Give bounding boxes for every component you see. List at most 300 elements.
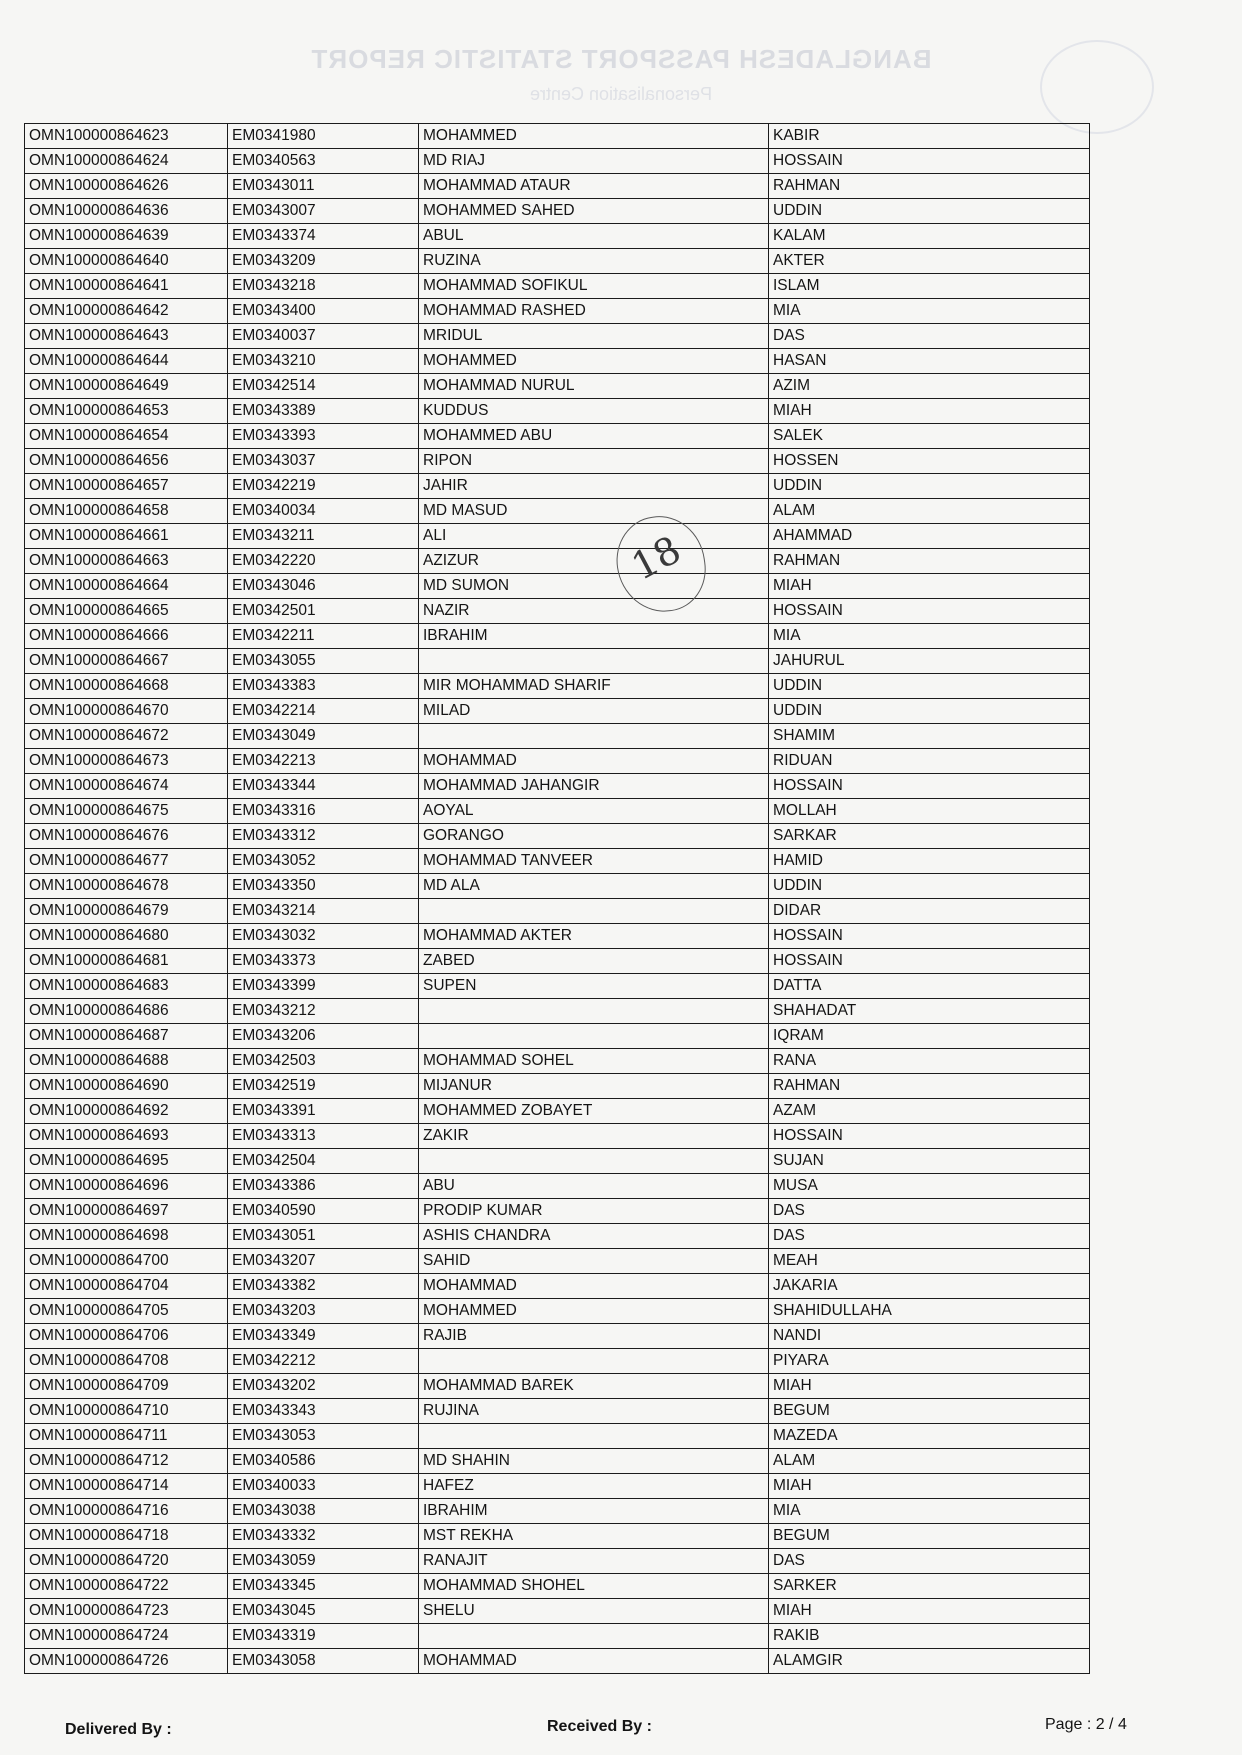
passport-number-cell: EM0343373 (228, 949, 419, 974)
passport-number-cell: EM0343051 (228, 1224, 419, 1249)
reference-number-cell: OMN100000864665 (25, 599, 228, 624)
table-row (25, 574, 1090, 599)
surname-cell: RIDUAN (769, 749, 1090, 774)
reference-number-cell: OMN100000864696 (25, 1174, 228, 1199)
passport-number-cell: EM0343383 (228, 674, 419, 699)
table-row (25, 749, 1090, 774)
given-name-cell: MOHAMMED ZOBAYET (419, 1099, 769, 1124)
table-row (25, 249, 1090, 274)
given-name-cell: SAHID (419, 1249, 769, 1274)
surname-cell: MIA (769, 1499, 1090, 1524)
passport-number-cell: EM0343007 (228, 199, 419, 224)
passport-number-cell: EM0342211 (228, 624, 419, 649)
given-name-cell: RIPON (419, 449, 769, 474)
given-name-cell: MOHAMMAD ATAUR (419, 174, 769, 199)
given-name-cell: MOHAMMED SAHED (419, 199, 769, 224)
passport-number-cell: EM0343391 (228, 1099, 419, 1124)
given-name-cell: JAHIR (419, 474, 769, 499)
surname-cell: MEAH (769, 1249, 1090, 1274)
reference-number-cell: OMN100000864718 (25, 1524, 228, 1549)
passport-number-cell: EM0343214 (228, 899, 419, 924)
reference-number-cell: OMN100000864626 (25, 174, 228, 199)
surname-cell: PIYARA (769, 1349, 1090, 1374)
surname-cell: HAMID (769, 849, 1090, 874)
passport-number-cell: EM0342514 (228, 374, 419, 399)
reference-number-cell: OMN100000864677 (25, 849, 228, 874)
given-name-cell: MD SUMON (419, 574, 769, 599)
passport-number-cell: EM0343393 (228, 424, 419, 449)
passport-number-cell: EM0342213 (228, 749, 419, 774)
table-row (25, 449, 1090, 474)
given-name-cell (419, 649, 769, 674)
reference-number-cell: OMN100000864639 (25, 224, 228, 249)
table-row (25, 324, 1090, 349)
passport-number-cell: EM0343207 (228, 1249, 419, 1274)
surname-cell: MIAH (769, 1474, 1090, 1499)
table-row (25, 924, 1090, 949)
surname-cell: DAS (769, 1199, 1090, 1224)
surname-cell: SHAMIM (769, 724, 1090, 749)
surname-cell: SARKAR (769, 824, 1090, 849)
page-number: Page : 2 / 4 (1045, 1716, 1127, 1733)
reference-number-cell: OMN100000864711 (25, 1424, 228, 1449)
surname-cell: RAHMAN (769, 1074, 1090, 1099)
surname-cell: HOSSAIN (769, 599, 1090, 624)
table-row (25, 1249, 1090, 1274)
reference-number-cell: OMN100000864712 (25, 1449, 228, 1474)
table-row (25, 349, 1090, 374)
surname-cell: ALAMGIR (769, 1649, 1090, 1674)
reference-number-cell: OMN100000864624 (25, 149, 228, 174)
reference-number-cell: OMN100000864688 (25, 1049, 228, 1074)
given-name-cell: MD RIAJ (419, 149, 769, 174)
given-name-cell: NAZIR (419, 599, 769, 624)
given-name-cell: IBRAHIM (419, 624, 769, 649)
passport-number-cell: EM0343202 (228, 1374, 419, 1399)
table-row (25, 199, 1090, 224)
table-row (25, 949, 1090, 974)
reference-number-cell: OMN100000864692 (25, 1099, 228, 1124)
passport-number-cell: EM0343349 (228, 1324, 419, 1349)
delivered-by-label: Delivered By : (65, 1721, 172, 1738)
given-name-cell: GORANGO (419, 824, 769, 849)
reference-number-cell: OMN100000864668 (25, 674, 228, 699)
bleed-through-subheader: Personalisation Centre (529, 84, 713, 104)
surname-cell: HOSSAIN (769, 774, 1090, 799)
reference-number-cell: OMN100000864636 (25, 199, 228, 224)
reference-number-cell: OMN100000864708 (25, 1349, 228, 1374)
passport-number-cell: EM0343386 (228, 1174, 419, 1199)
given-name-cell (419, 1024, 769, 1049)
surname-cell: NANDI (769, 1324, 1090, 1349)
table-row (25, 1574, 1090, 1599)
table-row (25, 224, 1090, 249)
reference-number-cell: OMN100000864664 (25, 574, 228, 599)
table-row (25, 1199, 1090, 1224)
reference-number-cell: OMN100000864676 (25, 824, 228, 849)
passport-number-cell: EM0343046 (228, 574, 419, 599)
passport-number-cell: EM0343345 (228, 1574, 419, 1599)
surname-cell: AKTER (769, 249, 1090, 274)
reference-number-cell: OMN100000864704 (25, 1274, 228, 1299)
reference-number-cell: OMN100000864700 (25, 1249, 228, 1274)
given-name-cell: RANAJIT (419, 1549, 769, 1574)
surname-cell: BEGUM (769, 1524, 1090, 1549)
passport-number-cell: EM0343312 (228, 824, 419, 849)
reference-number-cell: OMN100000864654 (25, 424, 228, 449)
table-row (25, 1599, 1090, 1624)
reference-number-cell: OMN100000864658 (25, 499, 228, 524)
reference-number-cell: OMN100000864674 (25, 774, 228, 799)
passport-number-cell: EM0340034 (228, 499, 419, 524)
surname-cell: DAS (769, 1549, 1090, 1574)
reference-number-cell: OMN100000864643 (25, 324, 228, 349)
given-name-cell: ASHIS CHANDRA (419, 1224, 769, 1249)
surname-cell: ALAM (769, 1449, 1090, 1474)
table-row (25, 849, 1090, 874)
surname-cell: MIA (769, 299, 1090, 324)
reference-number-cell: OMN100000864722 (25, 1574, 228, 1599)
given-name-cell: SUPEN (419, 974, 769, 999)
surname-cell: AHAMMAD (769, 524, 1090, 549)
given-name-cell: MOHAMMED (419, 1299, 769, 1324)
reference-number-cell: OMN100000864683 (25, 974, 228, 999)
table-row (25, 1299, 1090, 1324)
passport-number-cell: EM0342214 (228, 699, 419, 724)
surname-cell: RAKIB (769, 1624, 1090, 1649)
reference-number-cell: OMN100000864726 (25, 1649, 228, 1674)
passport-number-cell: EM0342503 (228, 1049, 419, 1074)
surname-cell: MIA (769, 624, 1090, 649)
surname-cell: MAZEDA (769, 1424, 1090, 1449)
passport-number-cell: EM0340590 (228, 1199, 419, 1224)
surname-cell: SALEK (769, 424, 1090, 449)
surname-cell: HOSSEN (769, 449, 1090, 474)
reference-number-cell: OMN100000864716 (25, 1499, 228, 1524)
passport-number-cell: EM0343313 (228, 1124, 419, 1149)
table-row (25, 1274, 1090, 1299)
table-row (25, 424, 1090, 449)
passport-number-cell: EM0342220 (228, 549, 419, 574)
given-name-cell: MOHAMMAD SHOHEL (419, 1574, 769, 1599)
passport-number-cell: EM0343210 (228, 349, 419, 374)
given-name-cell: MOHAMMAD SOHEL (419, 1049, 769, 1074)
reference-number-cell: OMN100000864640 (25, 249, 228, 274)
surname-cell: DIDAR (769, 899, 1090, 924)
table-row (25, 499, 1090, 524)
table-row (25, 1374, 1090, 1399)
given-name-cell: MD MASUD (419, 499, 769, 524)
table-row (25, 649, 1090, 674)
passport-number-cell: EM0343382 (228, 1274, 419, 1299)
reference-number-cell: OMN100000864644 (25, 349, 228, 374)
table-row (25, 1099, 1090, 1124)
given-name-cell: MD SHAHIN (419, 1449, 769, 1474)
reference-number-cell: OMN100000864657 (25, 474, 228, 499)
given-name-cell: MOHAMMED ABU (419, 424, 769, 449)
surname-cell: RAHMAN (769, 174, 1090, 199)
given-name-cell (419, 1424, 769, 1449)
surname-cell: UDDIN (769, 874, 1090, 899)
table-row (25, 674, 1090, 699)
passport-number-cell: EM0343049 (228, 724, 419, 749)
given-name-cell: MOHAMMAD RASHED (419, 299, 769, 324)
surname-cell: SHAHIDULLAHA (769, 1299, 1090, 1324)
surname-cell: JAHURUL (769, 649, 1090, 674)
given-name-cell: MOHAMMAD (419, 1274, 769, 1299)
given-name-cell: RAJIB (419, 1324, 769, 1349)
table-row (25, 1149, 1090, 1174)
reference-number-cell: OMN100000864656 (25, 449, 228, 474)
reference-number-cell: OMN100000864709 (25, 1374, 228, 1399)
surname-cell: ALAM (769, 499, 1090, 524)
reference-number-cell: OMN100000864642 (25, 299, 228, 324)
passport-number-cell: EM0343045 (228, 1599, 419, 1624)
surname-cell: MIAH (769, 399, 1090, 424)
reference-number-cell: OMN100000864680 (25, 924, 228, 949)
given-name-cell: MOHAMMED (419, 349, 769, 374)
surname-cell: DAS (769, 1224, 1090, 1249)
table-row (25, 149, 1090, 174)
passport-number-cell: EM0343316 (228, 799, 419, 824)
bleed-through-seal (1040, 40, 1154, 134)
reference-number-cell: OMN100000864623 (25, 124, 228, 149)
table-row (25, 124, 1090, 149)
given-name-cell: HAFEZ (419, 1474, 769, 1499)
given-name-cell (419, 1349, 769, 1374)
passport-number-cell: EM0343053 (228, 1424, 419, 1449)
reference-number-cell: OMN100000864661 (25, 524, 228, 549)
given-name-cell: SHELU (419, 1599, 769, 1624)
surname-cell: RAHMAN (769, 549, 1090, 574)
surname-cell: DATTA (769, 974, 1090, 999)
passport-number-cell: EM0343343 (228, 1399, 419, 1424)
passport-number-cell: EM0342501 (228, 599, 419, 624)
passport-number-cell: EM0340563 (228, 149, 419, 174)
surname-cell: HOSSAIN (769, 1124, 1090, 1149)
reference-number-cell: OMN100000864673 (25, 749, 228, 774)
surname-cell: MIAH (769, 1599, 1090, 1624)
reference-number-cell: OMN100000864649 (25, 374, 228, 399)
given-name-cell (419, 999, 769, 1024)
surname-cell: HOSSAIN (769, 924, 1090, 949)
passport-number-cell: EM0343332 (228, 1524, 419, 1549)
handwritten-number: 18 (624, 527, 688, 589)
table-row (25, 599, 1090, 624)
reference-number-cell: OMN100000864687 (25, 1024, 228, 1049)
given-name-cell: MOHAMMAD AKTER (419, 924, 769, 949)
surname-cell: SHAHADAT (769, 999, 1090, 1024)
table-row (25, 624, 1090, 649)
reference-number-cell: OMN100000864710 (25, 1399, 228, 1424)
surname-cell: UDDIN (769, 674, 1090, 699)
surname-cell: MUSA (769, 1174, 1090, 1199)
passport-number-cell: EM0343400 (228, 299, 419, 324)
given-name-cell: MOHAMMAD (419, 749, 769, 774)
given-name-cell: ZAKIR (419, 1124, 769, 1149)
passport-number-cell: EM0343055 (228, 649, 419, 674)
surname-cell: RANA (769, 1049, 1090, 1074)
surname-cell: AZIM (769, 374, 1090, 399)
surname-cell: HOSSAIN (769, 149, 1090, 174)
surname-cell: SARKER (769, 1574, 1090, 1599)
passport-number-cell: EM0343011 (228, 174, 419, 199)
passport-number-cell: EM0342519 (228, 1074, 419, 1099)
given-name-cell: MD ALA (419, 874, 769, 899)
table-row (25, 374, 1090, 399)
report-table-body (25, 124, 1090, 1674)
table-row (25, 1349, 1090, 1374)
reference-number-cell: OMN100000864697 (25, 1199, 228, 1224)
given-name-cell: MOHAMMED (419, 124, 769, 149)
table-row (25, 174, 1090, 199)
reference-number-cell: OMN100000864667 (25, 649, 228, 674)
surname-cell: JAKARIA (769, 1274, 1090, 1299)
table-row (25, 549, 1090, 574)
passport-number-cell: EM0343374 (228, 224, 419, 249)
surname-cell: AZAM (769, 1099, 1090, 1124)
passport-number-cell: EM0343038 (228, 1499, 419, 1524)
table-row (25, 1024, 1090, 1049)
table-row (25, 874, 1090, 899)
passport-number-cell: EM0343032 (228, 924, 419, 949)
reference-number-cell: OMN100000864679 (25, 899, 228, 924)
table-row (25, 1549, 1090, 1574)
passport-number-cell: EM0342219 (228, 474, 419, 499)
passport-number-cell: EM0343211 (228, 524, 419, 549)
reference-number-cell: OMN100000864705 (25, 1299, 228, 1324)
surname-cell: HASAN (769, 349, 1090, 374)
surname-cell: KABIR (769, 124, 1090, 149)
given-name-cell: MOHAMMAD (419, 1649, 769, 1674)
passport-number-cell: EM0343218 (228, 274, 419, 299)
table-row (25, 899, 1090, 924)
table-row (25, 824, 1090, 849)
given-name-cell: MOHAMMAD BAREK (419, 1374, 769, 1399)
given-name-cell (419, 724, 769, 749)
given-name-cell: MOHAMMAD SOFIKUL (419, 274, 769, 299)
given-name-cell: ZABED (419, 949, 769, 974)
reference-number-cell: OMN100000864724 (25, 1624, 228, 1649)
passport-number-cell: EM0340037 (228, 324, 419, 349)
surname-cell: HOSSAIN (769, 949, 1090, 974)
reference-number-cell: OMN100000864681 (25, 949, 228, 974)
given-name-cell: PRODIP KUMAR (419, 1199, 769, 1224)
reference-number-cell: OMN100000864641 (25, 274, 228, 299)
given-name-cell: MOHAMMAD JAHANGIR (419, 774, 769, 799)
surname-cell: MIAH (769, 574, 1090, 599)
given-name-cell: MILAD (419, 699, 769, 724)
table-row (25, 1324, 1090, 1349)
given-name-cell (419, 899, 769, 924)
given-name-cell: RUJINA (419, 1399, 769, 1424)
given-name-cell: MIR MOHAMMAD SHARIF (419, 674, 769, 699)
given-name-cell: AOYAL (419, 799, 769, 824)
passport-number-cell: EM0343203 (228, 1299, 419, 1324)
passport-number-cell: EM0343344 (228, 774, 419, 799)
reference-number-cell: OMN100000864672 (25, 724, 228, 749)
reference-number-cell: OMN100000864706 (25, 1324, 228, 1349)
table-row (25, 724, 1090, 749)
given-name-cell: MST REKHA (419, 1524, 769, 1549)
table-row (25, 1049, 1090, 1074)
given-name-cell: MIJANUR (419, 1074, 769, 1099)
passport-number-cell: EM0340033 (228, 1474, 419, 1499)
table-row (25, 999, 1090, 1024)
surname-cell: UDDIN (769, 699, 1090, 724)
surname-cell: UDDIN (769, 199, 1090, 224)
passport-number-cell: EM0341980 (228, 124, 419, 149)
table-row (25, 1399, 1090, 1424)
given-name-cell: MRIDUL (419, 324, 769, 349)
table-row (25, 274, 1090, 299)
table-row (25, 1424, 1090, 1449)
reference-number-cell: OMN100000864653 (25, 399, 228, 424)
surname-cell: BEGUM (769, 1399, 1090, 1424)
passport-number-cell: EM0343058 (228, 1649, 419, 1674)
table-row (25, 799, 1090, 824)
bleed-through-header: BANGLADESH PASSPORT STATISTIC REPORT (310, 44, 932, 74)
reference-number-cell: OMN100000864714 (25, 1474, 228, 1499)
passport-number-cell: EM0342504 (228, 1149, 419, 1174)
given-name-cell (419, 1624, 769, 1649)
reference-number-cell: OMN100000864698 (25, 1224, 228, 1249)
passport-number-cell: EM0343319 (228, 1624, 419, 1649)
table-row (25, 399, 1090, 424)
table-row (25, 1124, 1090, 1149)
passport-number-cell: EM0343037 (228, 449, 419, 474)
table-row (25, 1074, 1090, 1099)
table-row (25, 524, 1090, 549)
surname-cell: IQRAM (769, 1024, 1090, 1049)
passport-number-cell: EM0343209 (228, 249, 419, 274)
given-name-cell: ALI (419, 524, 769, 549)
given-name-cell: ABUL (419, 224, 769, 249)
reference-number-cell: OMN100000864686 (25, 999, 228, 1024)
surname-cell: DAS (769, 324, 1090, 349)
surname-cell: SUJAN (769, 1149, 1090, 1174)
passport-number-cell: EM0343350 (228, 874, 419, 899)
surname-cell: MIAH (769, 1374, 1090, 1399)
given-name-cell: MOHAMMAD NURUL (419, 374, 769, 399)
given-name-cell (419, 1149, 769, 1174)
given-name-cell: MOHAMMAD TANVEER (419, 849, 769, 874)
table-row (25, 774, 1090, 799)
reference-number-cell: OMN100000864663 (25, 549, 228, 574)
passport-number-cell: EM0343059 (228, 1549, 419, 1574)
surname-cell: KALAM (769, 224, 1090, 249)
surname-cell: ISLAM (769, 274, 1090, 299)
table-row (25, 299, 1090, 324)
table-row (25, 1224, 1090, 1249)
passport-number-cell: EM0342212 (228, 1349, 419, 1374)
table-row (25, 1649, 1090, 1674)
reference-number-cell: OMN100000864693 (25, 1124, 228, 1149)
table-row (25, 474, 1090, 499)
received-by-label: Received By : (547, 1718, 652, 1735)
reference-number-cell: OMN100000864678 (25, 874, 228, 899)
table-row (25, 699, 1090, 724)
given-name-cell: RUZINA (419, 249, 769, 274)
table-row (25, 974, 1090, 999)
table-row (25, 1474, 1090, 1499)
passport-number-cell: EM0343052 (228, 849, 419, 874)
reference-number-cell: OMN100000864720 (25, 1549, 228, 1574)
table-row (25, 1624, 1090, 1649)
surname-cell: MOLLAH (769, 799, 1090, 824)
table-row (25, 1524, 1090, 1549)
given-name-cell: AZIZUR (419, 549, 769, 574)
